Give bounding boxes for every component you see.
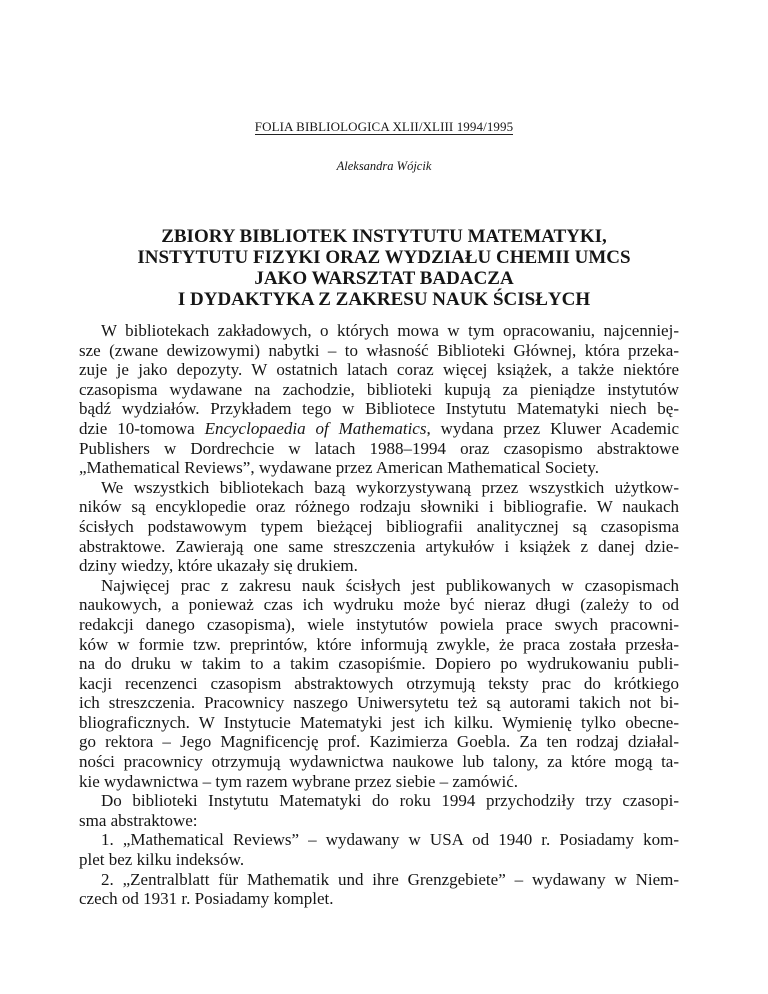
text-line: ności pracownicy otrzymują wydawnictwa naukowe lub talony, za które mogą ta- [79,752,679,772]
running-head [0,119,768,135]
journal-title: FOLIA BIBLIOLOGICA XLII/XLIII 1994/1995 [254,119,514,134]
article-title [0,226,768,310]
text-line: abstraktowe. Zawierają one same streszczenia artykułów i książek z danej dzie- [79,536,679,556]
text-line: 2. „Zentralblatt für Mathematik und ihre Grenzgebiete” – wydawany w Niem- [101,869,679,889]
text-line: plet bez kilku indeksów. [79,850,245,870]
paragraph-4 [79,791,679,830]
author-name: Aleksandra Wójcik [336,159,432,173]
text-line: kacji recenzenci czasopism abstraktowych otrzymują teksty prac do krótkiego [79,673,679,693]
text-line: zuje je jako depozyty. W ostatnich latach coraz więcej książek, a także niektóre [79,360,679,380]
title-line: I DYDAKTYKA Z ZAKRESU NAUK ŚCISŁYCH [177,289,591,310]
text-line: ków w formie tzw. preprintów, które informują zwykle, że praca została przesła- [79,634,679,654]
text-line: W bibliotekach zakładowych, o których mowa w tym opracowaniu, najcenniej- [101,321,679,340]
text-line [79,419,679,439]
title-line: JAKO WARSZTAT BADACZA [254,268,514,289]
text-line: ników są encyklopedie oraz różnego rodzaju słowniki i bibliografie. W naukach [79,497,679,517]
text-line: ich streszczenia. Pracownicy naszego Uniwersytetu też są autorami takich not bi- [79,693,679,713]
paragraph-2 [79,478,679,576]
paragraph-3 [79,576,679,792]
list-item-1 [79,830,679,869]
text-line: kie wydawnictwa – tym razem wybrane przez siebie – zamówić. [79,771,518,791]
text-line: sze (zwane dewizowymi) nabytki – to własność Biblioteki Głównej, która przeka- [79,340,679,360]
text-line: na do druku w takim to a takim czasopiśmie. Dopiero po wydrukowaniu publi- [79,654,679,674]
text-line: ścisłych podstawowym typem bieżącej bibliografii analitycznej są czasopisma [79,516,679,536]
text-line: sma abstraktowe: [79,810,198,830]
article-body [79,321,679,909]
title-line: ZBIORY BIBLIOTEK INSTYTUTU MATEMATYKI, [161,226,607,247]
text-line: „Mathematical Reviews”, wydawane przez American Mathematical Society. [79,458,600,478]
text-line: redakcji danego czasopisma), wiele instytutów powiela prace swych pracowni- [79,614,679,634]
title-line: INSTYTUTU FIZYKI ORAZ WYDZIAŁU CHEMII UMCS [137,247,631,268]
text-line: naukowych, a ponieważ czas ich wydruku może być nieraz długi (zależy to od [79,595,679,615]
book-title: Encyclopaedia of Mathematics [204,418,427,438]
text-line: bądź wydziałów. Przykładem tego w Bibliotece Instytutu Matematyki niech bę- [79,399,679,419]
text-fragment: , wydana przez Kluwer Academic [426,418,679,438]
text-line: Publishers w Dordrechcie w latach 1988–1994 oraz czasopismo abstraktowe [79,438,679,458]
list-item-2 [79,870,679,909]
text-fragment: dzie 10-tomowa [79,418,205,438]
text-line: Najwięcej prac z zakresu nauk ścisłych jest publikowanych w czasopismach [101,575,679,595]
text-line: 1. „Mathematical Reviews” – wydawany w USA od 1940 r. Posiadamy kom- [101,830,679,850]
text-line: czasopisma wydawane na zachodzie, biblioteki kupują za pieniądze instytutów [79,379,679,399]
text-line: go rektora – Jego Magnificencję prof. Kazimierza Goebla. Za ten rodzaj działal- [79,732,679,752]
text-line: czech od 1931 r. Posiadamy komplet. [79,889,334,909]
text-line: Do biblioteki Instytutu Matematyki do roku 1994 przychodziły trzy czasopi- [101,791,679,811]
text-line: dziny wiedzy, które ukazały się drukiem. [79,556,358,576]
text-line: bliograficznych. W Instytucie Matematyki jest ich kilku. Wymienię tylko obecne- [79,712,679,732]
text-line: We wszystkich bibliotekach bazą wykorzystywaną przez wszystkich użytkow- [101,477,679,497]
paragraph-1 [79,321,679,478]
